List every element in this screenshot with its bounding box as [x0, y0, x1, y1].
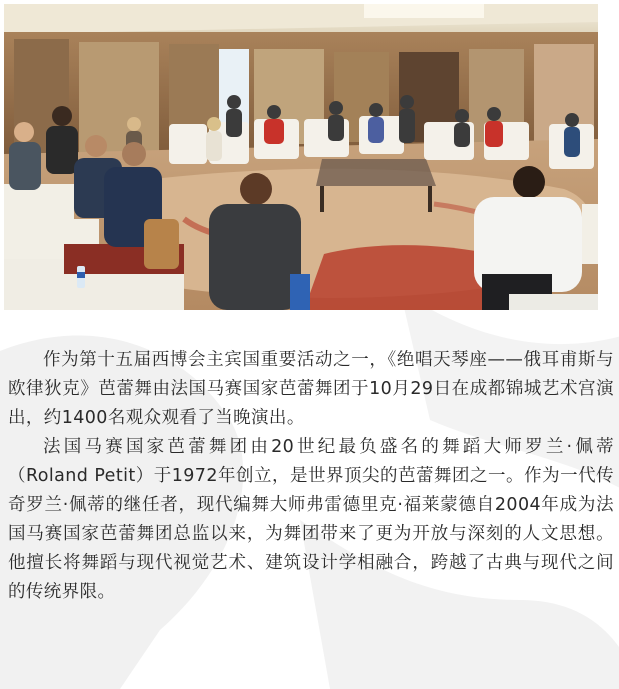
meeting-photo-drawing [4, 4, 598, 310]
article-paragraph-2: 法国马赛国家芭蕾舞团由20世纪最负盛名的舞蹈大师罗兰·佩蒂（Roland Petit）于1972年创立，是世界顶尖的芭蕾舞团之一。作为一代传奇罗兰·佩蒂的继任者，现代编舞大师弗雷德里克·福莱蒙德自2004年成为法国马赛国家芭蕾舞团总监以来，为舞团带来了更为开放与深刻的人文思想。他擅长将舞蹈与现代视觉艺术、建筑设计学相融合，跨越了古典与现代之间的传统界限。 [8, 437, 614, 602]
article-paragraph-1: 作为第十五届西博会主宾国重要活动之一，《绝唱天琴座——俄耳甫斯与欧律狄克》芭蕾舞由法国马赛国家芭蕾舞团于10月29日在成都锦城艺术宫演出，约1400名观众观看了当晚演出。 [8, 350, 614, 428]
article-body [0, 346, 619, 607]
meeting-photo [4, 4, 598, 310]
